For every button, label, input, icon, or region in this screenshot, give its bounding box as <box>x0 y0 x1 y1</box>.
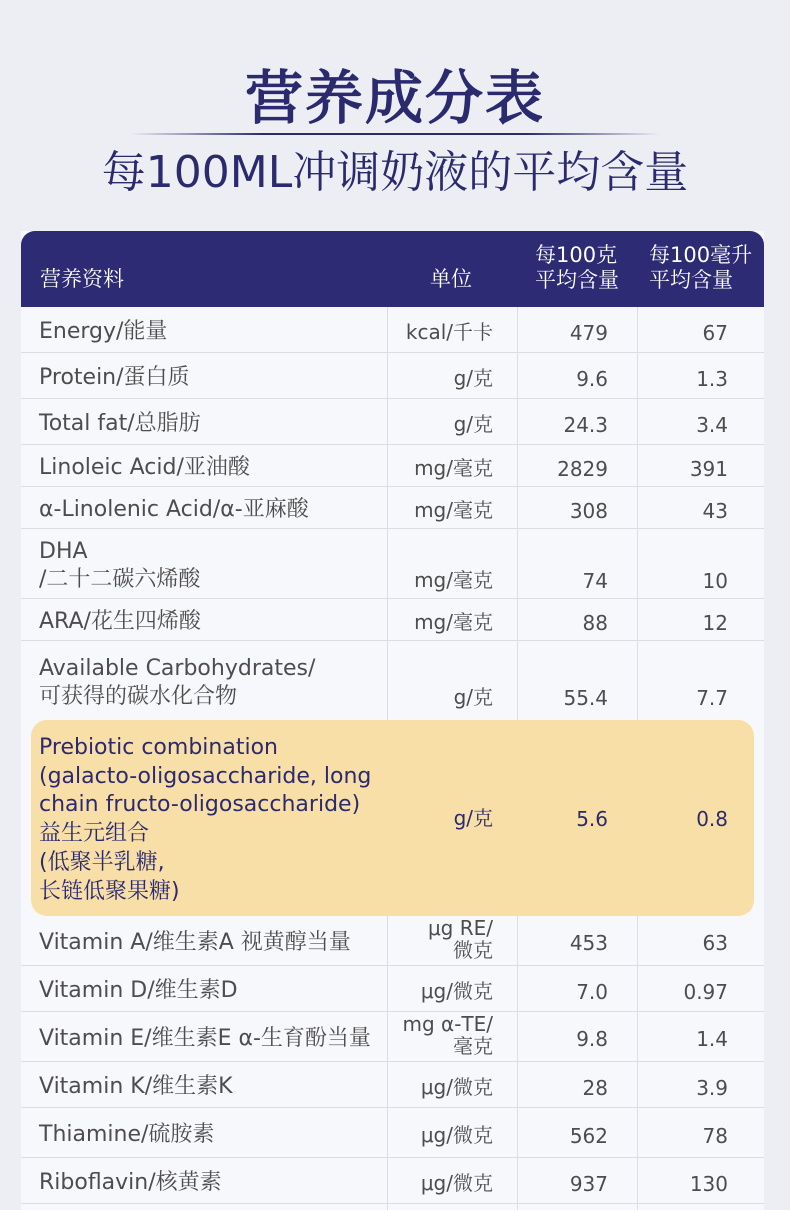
nutrient-unit <box>414 566 493 594</box>
table-row <box>21 399 764 445</box>
value-per-100ml: 1.4 <box>696 1027 728 1051</box>
table-row <box>21 487 764 529</box>
value-per-100g: 937 <box>569 1172 608 1196</box>
nutrient-unit-line: g/克 <box>453 412 493 436</box>
nutrient-name-line: DHA <box>39 539 88 564</box>
value-per-100g: 453 <box>569 931 608 955</box>
col-header-per100g-line2: 平均含量 <box>535 268 619 292</box>
table-row <box>21 529 764 599</box>
table-row <box>21 1012 764 1062</box>
table-row <box>21 966 764 1012</box>
row-divider <box>21 1203 764 1204</box>
value-per-100ml: 10 <box>702 569 728 593</box>
nutrient-unit <box>454 683 493 711</box>
table-row <box>21 720 764 916</box>
title-divider <box>130 133 660 135</box>
table-row <box>21 1108 764 1158</box>
page-title: 营养成分表 <box>244 64 545 132</box>
nutrient-name-line: Protein/蛋白质 <box>39 365 190 390</box>
nutrient-name-line: Vitamin E/维生素E α-生育酚当量 <box>39 1026 371 1051</box>
table-row <box>21 1158 764 1204</box>
nutrient-unit <box>421 1121 493 1149</box>
nutrient-name-line: Linoleic Acid/亚油酸 <box>39 455 250 480</box>
value-per-100ml: 130 <box>689 1172 728 1196</box>
value-per-100g: 9.6 <box>576 367 608 391</box>
nutrient-unit-line: mg/毫克 <box>414 610 493 634</box>
nutrient-unit <box>414 454 493 482</box>
value-per-100ml: 0.97 <box>683 980 728 1004</box>
col-header-name: 营养资料 <box>40 267 124 291</box>
nutrient-name <box>39 734 371 906</box>
col-header-per100ml-line1: 每100毫升 <box>649 243 753 267</box>
nutrient-name <box>39 454 250 482</box>
table-row <box>21 916 764 966</box>
table-header <box>21 231 764 307</box>
value-per-100g: 7.0 <box>576 980 608 1004</box>
nutrient-name-line: Riboflavin/核黄素 <box>39 1170 222 1195</box>
nutrient-unit-line: mg/毫克 <box>414 456 493 480</box>
col-header-unit: 单位 <box>430 267 472 291</box>
table-row <box>21 445 764 487</box>
value-per-100g: 24.3 <box>563 413 608 437</box>
nutrition-table <box>21 231 764 1210</box>
nutrient-unit-line: g/克 <box>453 806 493 830</box>
nutrient-name-line: 益生元组合 <box>39 821 150 847</box>
nutrient-name-line: α-Linolenic Acid/α-亚麻酸 <box>39 497 309 522</box>
nutrient-unit <box>454 364 493 392</box>
nutrient-unit <box>406 318 493 346</box>
col-header-per100ml-line2: 平均含量 <box>649 268 733 292</box>
nutrient-name <box>39 977 238 1005</box>
nutrient-unit <box>414 608 493 636</box>
nutrient-name <box>39 538 200 594</box>
value-per-100ml: 78 <box>702 1124 728 1148</box>
nutrient-unit-line: mg α-TE/ <box>402 1012 493 1036</box>
value-per-100g: 479 <box>569 321 608 345</box>
nutrient-name <box>39 1169 222 1197</box>
table-row <box>21 353 764 399</box>
nutrient-name-line: chain fructo-oligosaccharide) <box>39 792 361 818</box>
nutrient-name <box>39 1121 214 1149</box>
nutrient-name-line: Available Carbohydrates/ <box>39 655 316 681</box>
nutrient-name-line: 长链低聚果糖) <box>39 878 180 904</box>
nutrient-name-line: 可获得的碳水化合物 <box>39 683 238 709</box>
col-header-per100g-line1: 每100克 <box>535 243 618 267</box>
nutrient-name-line: Energy/能量 <box>39 319 168 344</box>
nutrient-name <box>39 929 351 957</box>
nutrient-unit-line: μg/微克 <box>420 1123 493 1147</box>
nutrient-name-line: Prebiotic combination <box>39 735 278 760</box>
col-header-per100g <box>535 243 619 293</box>
nutrient-name <box>39 496 309 524</box>
nutrient-unit <box>454 410 493 438</box>
nutrient-unit-line: g/克 <box>453 684 493 709</box>
value-per-100ml: 7.7 <box>696 685 728 710</box>
nutrient-unit <box>421 1073 493 1101</box>
value-per-100ml: 1.3 <box>696 367 728 391</box>
nutrient-name <box>39 655 315 711</box>
nutrient-name-line: (低聚半乳糖, <box>39 849 165 875</box>
value-per-100ml: 0.8 <box>696 807 728 831</box>
nutrient-unit <box>414 496 493 524</box>
nutrient-unit <box>428 917 493 961</box>
nutrient-unit-line: mg/毫克 <box>414 498 493 522</box>
nutrient-unit-line: g/克 <box>453 366 493 390</box>
value-per-100g: 562 <box>569 1124 608 1148</box>
nutrient-unit-line: μg/微克 <box>420 979 493 1003</box>
value-per-100g: 9.8 <box>576 1027 608 1051</box>
value-per-100g: 308 <box>569 499 608 523</box>
nutrient-unit-line: μg RE/ <box>427 916 493 940</box>
value-per-100g: 2829 <box>557 457 608 481</box>
table-row <box>21 307 764 353</box>
table-row <box>21 599 764 641</box>
table-row <box>21 641 764 720</box>
nutrient-unit-line: 毫克 <box>453 1034 493 1058</box>
nutrient-unit-line: mg/毫克 <box>414 568 493 592</box>
value-per-100ml: 3.9 <box>696 1076 728 1100</box>
nutrient-unit <box>421 977 493 1005</box>
value-per-100g: 28 <box>582 1076 608 1100</box>
value-per-100g: 74 <box>582 569 608 593</box>
nutrient-name-line: Vitamin A/维生素A 视黄醇当量 <box>39 930 351 955</box>
value-per-100g: 5.6 <box>576 807 608 831</box>
nutrient-unit-line: kcal/千卡 <box>405 320 493 344</box>
nutrient-name-line: /二十二碳六烯酸 <box>39 567 201 592</box>
nutrient-name-line: Vitamin K/维生素K <box>39 1074 233 1099</box>
nutrient-name <box>39 1073 233 1101</box>
value-per-100ml: 67 <box>702 321 728 345</box>
value-per-100ml: 3.4 <box>696 413 728 437</box>
nutrient-name <box>39 410 201 438</box>
value-per-100ml: 43 <box>702 499 728 523</box>
nutrient-unit-line: μg/微克 <box>420 1075 493 1099</box>
nutrient-unit <box>421 1169 493 1197</box>
value-per-100g: 88 <box>582 611 608 635</box>
nutrient-unit <box>402 1013 493 1057</box>
nutrient-name <box>39 318 167 346</box>
nutrient-name-line: Thiamine/硫胺素 <box>39 1122 215 1147</box>
value-per-100ml: 391 <box>689 457 728 481</box>
nutrient-name-line: Total fat/总脂肪 <box>39 411 201 436</box>
value-per-100ml: 63 <box>702 931 728 955</box>
nutrient-unit-line: μg/微克 <box>420 1171 493 1195</box>
nutrient-name <box>39 1025 371 1053</box>
value-per-100g: 55.4 <box>563 685 608 710</box>
nutrient-name-line: (galacto-oligosaccharide, long <box>39 763 372 789</box>
nutrient-name <box>39 364 190 392</box>
value-per-100ml: 12 <box>702 611 728 635</box>
nutrient-name <box>39 608 201 636</box>
nutrient-unit-line: 微克 <box>453 938 493 962</box>
col-header-per100ml <box>649 243 752 293</box>
nutrient-name-line: ARA/花生四烯酸 <box>39 609 201 634</box>
nutrient-name-line: Vitamin D/维生素D <box>39 978 238 1003</box>
table-row <box>21 1062 764 1108</box>
page-subtitle: 每100ML冲调奶液的平均含量 <box>101 147 689 198</box>
nutrient-unit <box>454 804 493 832</box>
